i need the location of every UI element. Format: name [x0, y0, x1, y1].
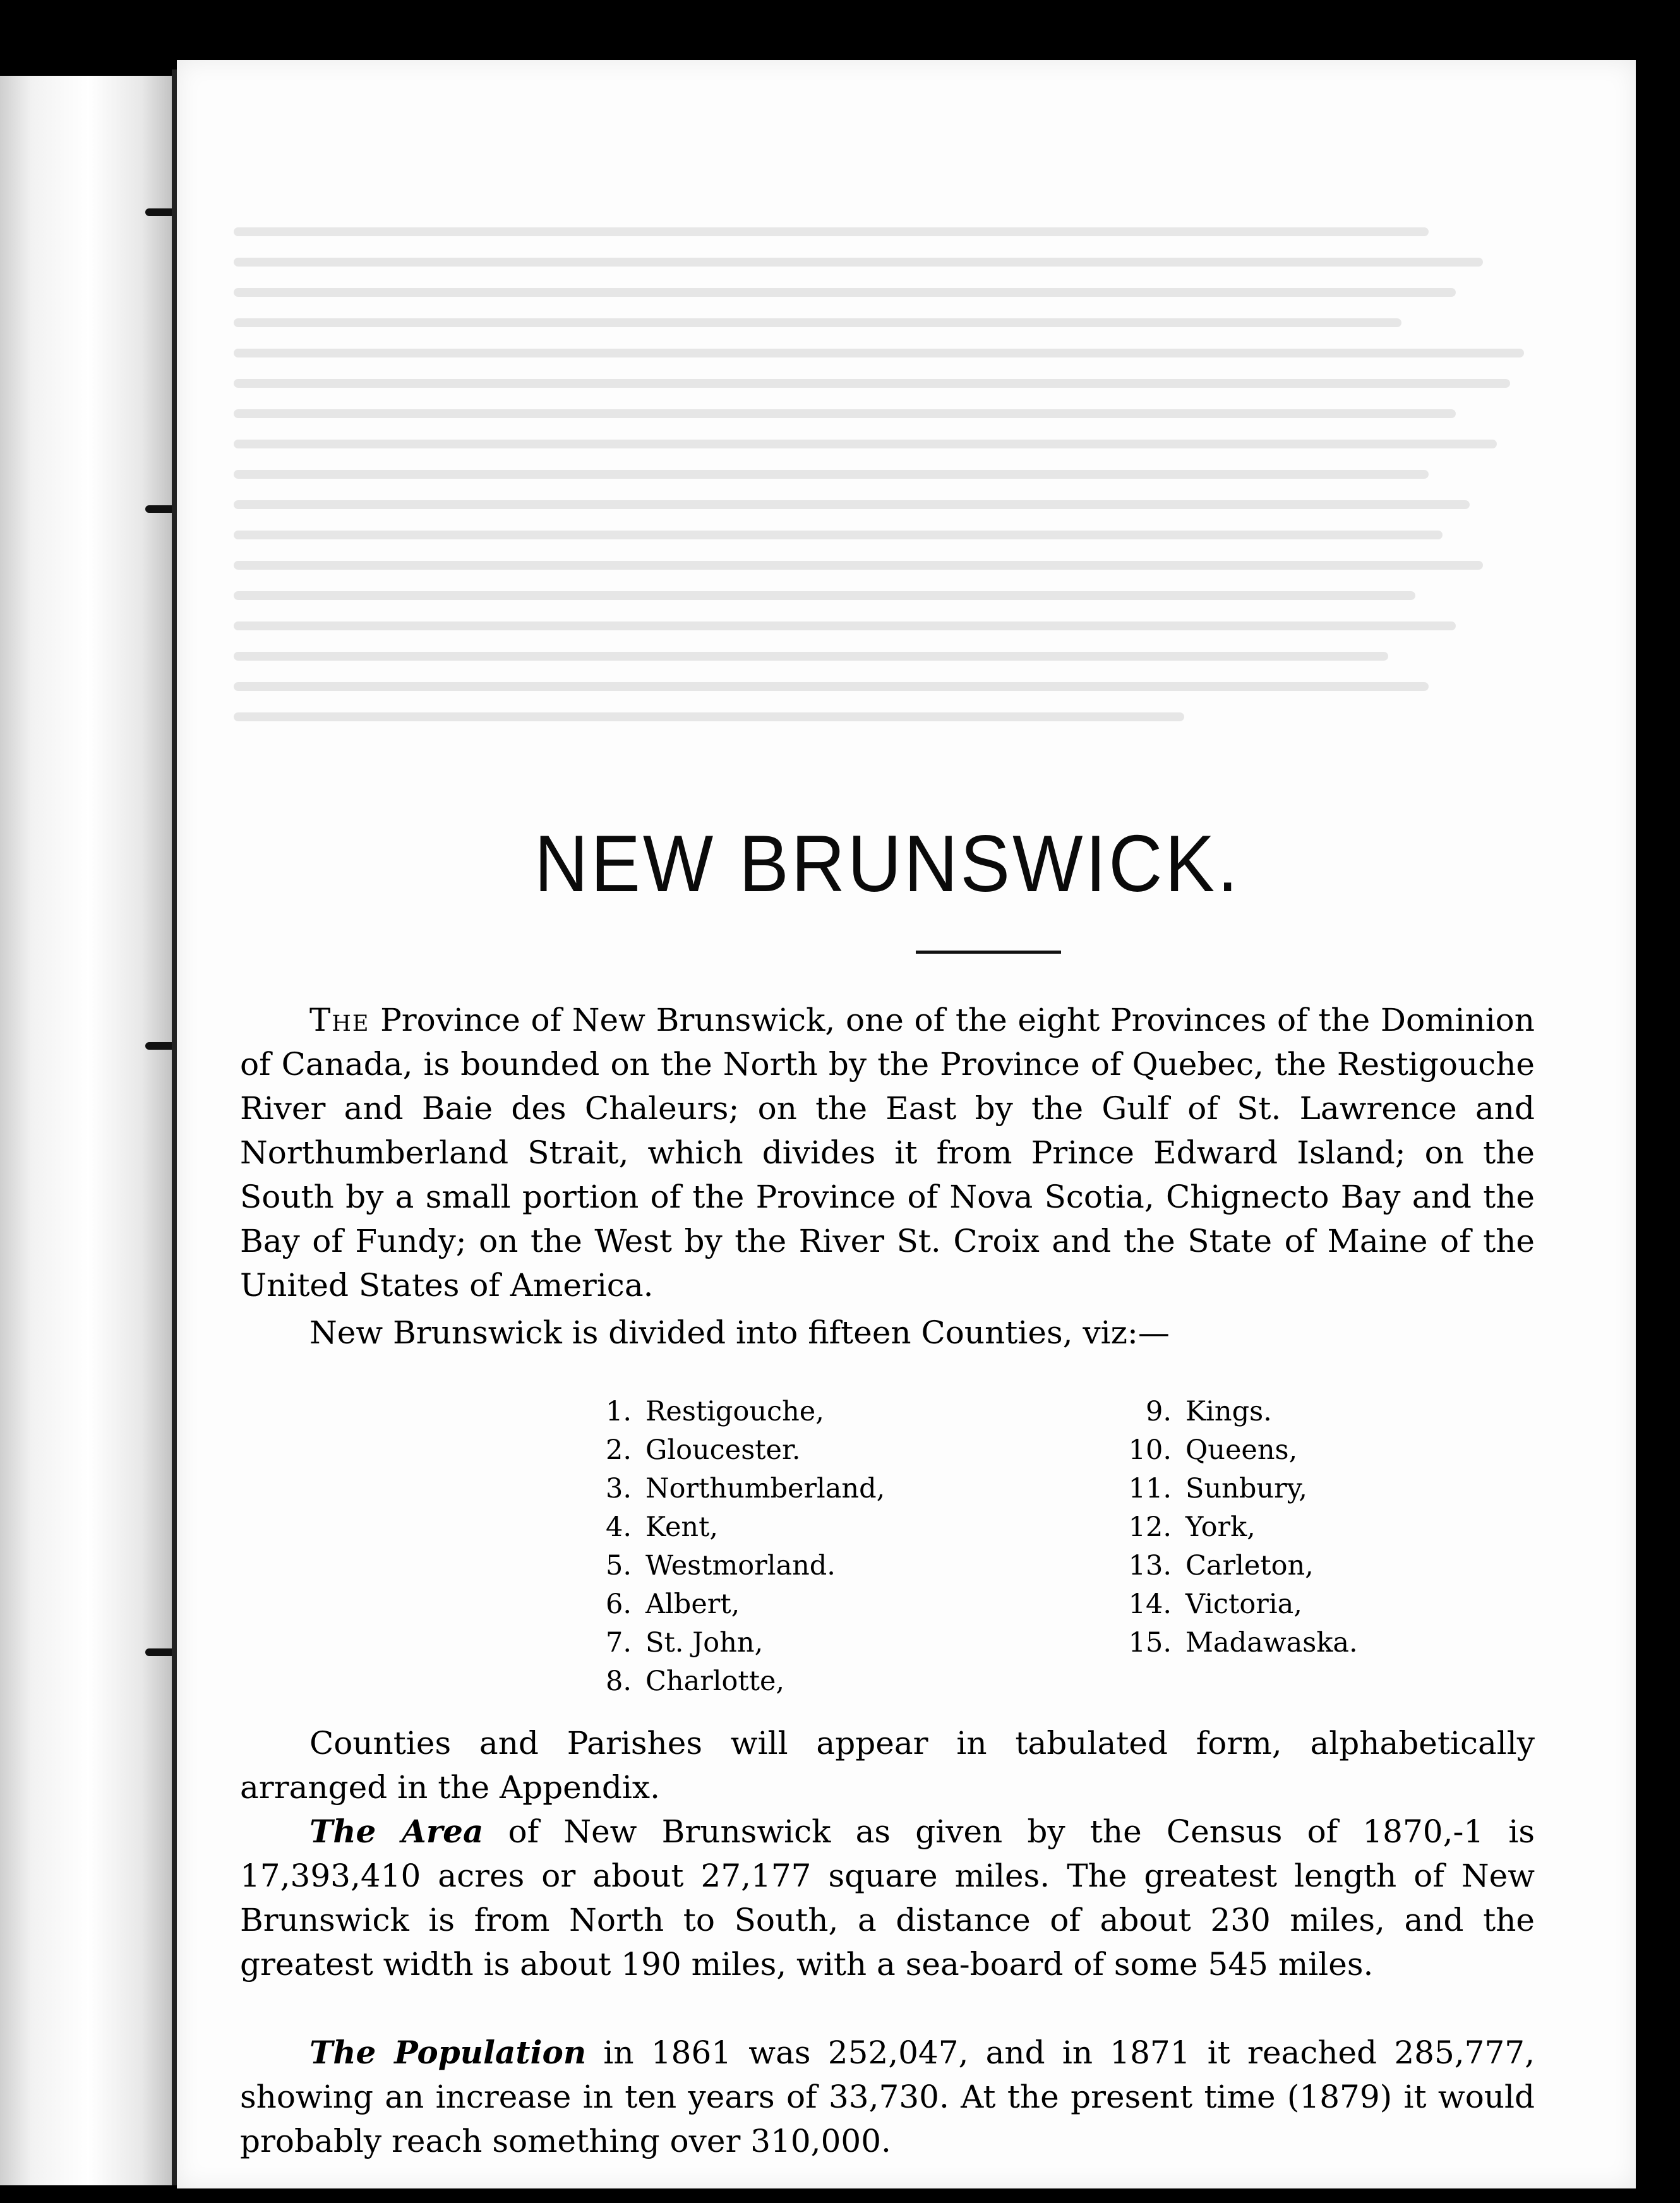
county-item [562, 1662, 916, 1701]
county-item [562, 1393, 916, 1431]
county-item [1102, 1470, 1418, 1508]
county-name: Northumberland, [645, 1473, 885, 1504]
county-number: 9. [1145, 1396, 1172, 1427]
run-in-heading: The Area [309, 1813, 484, 1850]
run-in-heading: The Population [309, 2034, 587, 2071]
county-item [562, 1547, 916, 1585]
county-name: Westmorland. [645, 1550, 836, 1582]
county-name: Kent, [645, 1511, 719, 1543]
county-number: 2. [605, 1434, 632, 1466]
county-number: 15. [1128, 1627, 1172, 1659]
page-binding [0, 76, 177, 2185]
county-number: 11. [1128, 1473, 1172, 1504]
county-name: Kings. [1185, 1396, 1272, 1427]
county-number: 14. [1128, 1588, 1172, 1620]
county-item [562, 1470, 916, 1508]
county-name: Charlotte, [645, 1666, 785, 1697]
area-paragraph [240, 1810, 1535, 1986]
county-item [562, 1624, 916, 1662]
county-name: Madawaska. [1185, 1627, 1358, 1659]
county-name: York, [1185, 1511, 1256, 1543]
county-name: Queens, [1185, 1434, 1298, 1466]
population-paragraph [240, 2031, 1535, 2163]
county-item [562, 1431, 916, 1470]
bleed-through-text [234, 227, 1592, 1048]
county-number: 10. [1128, 1434, 1172, 1466]
county-column-left [562, 1393, 916, 1701]
county-item [562, 1585, 916, 1624]
county-name: Albert, [645, 1588, 740, 1620]
county-number: 4. [605, 1511, 632, 1543]
county-name: St. John, [645, 1627, 764, 1659]
lead-word: The [309, 1002, 370, 1038]
county-item [1102, 1393, 1418, 1431]
county-item [1102, 1431, 1418, 1470]
county-name: Carleton, [1185, 1550, 1314, 1582]
county-number: 3. [605, 1473, 632, 1504]
gutter-line [172, 69, 177, 2185]
county-name: Victoria, [1185, 1588, 1302, 1620]
county-item [1102, 1508, 1418, 1547]
county-number: 6. [605, 1588, 632, 1620]
county-item [1102, 1585, 1418, 1624]
county-column-right [1102, 1393, 1418, 1662]
counties-intro: New Brunswick is divided into fifteen Counties, viz:— [309, 1314, 1170, 1351]
intro-paragraph [240, 998, 1535, 1307]
county-item [562, 1508, 916, 1547]
county-name: Sunbury, [1185, 1473, 1307, 1504]
county-number: 1. [605, 1396, 632, 1427]
county-number: 8. [605, 1666, 632, 1697]
paragraph-text: Province of New Brunswick, one of the eight Provinces of the Dominion of Canada, is bounded on the North by the Province of Quebec, the Restigouche River and Baie des Chaleurs; on the East by the Gulf of St. Lawrence and Northumberland Strait, which divides it from Prince Edward Island; on the South by a small portion of the Province of Nova Scotia, Chignecto Bay and the Bay of Fundy; on the West by the River St. Croix and the State of Maine of the United States of America. [240, 1002, 1535, 1304]
title-rule [916, 951, 1061, 954]
county-item [1102, 1547, 1418, 1585]
page-title: NEW BRUNSWICK. [534, 819, 1240, 909]
county-number: 7. [605, 1627, 632, 1659]
county-item [1102, 1624, 1418, 1662]
county-number: 12. [1128, 1511, 1172, 1543]
paragraph-text: of New Brunswick as given by the Census of 1870,-1 is 17,393,410 acres or about 27,177 square miles. The greatest length of New Brunswick is from North to South, a distance of about 230 miles, and the greatest width is about 190 miles, with a sea-board of some 545 miles. [240, 1813, 1535, 1983]
paragraph-text: in 1861 was 252,047, and in 1871 it reached 285,777, showing an increase in ten years of 33,730. At the present time (1879) it would probably reach something over 310,000. [240, 2034, 1535, 2159]
county-name: Gloucester. [645, 1434, 801, 1466]
county-name: Restigouche, [645, 1396, 824, 1427]
appendix-paragraph: Counties and Parishes will appear in tabulated form, alphabetically arranged in the Appendix. [240, 1725, 1535, 1806]
county-number: 13. [1128, 1550, 1172, 1582]
county-number: 5. [605, 1550, 632, 1582]
